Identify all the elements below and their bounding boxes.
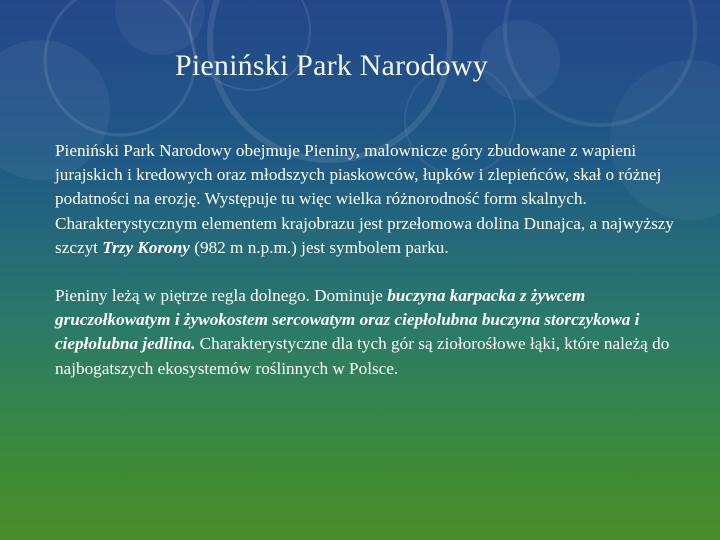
paragraph-1 [55,139,681,260]
paragraph-2-text: Pieniny leżą w piętrze regla dolnego. Dominuje [55,286,388,306]
paragraph-1-emphasis: Trzy Korony [102,237,190,257]
paragraph-2-emphasis: buczyna karpacka z żywcem gruczołkowatym i żywokostem sercowatym oraz ciepłolubna buczyna storczykowa i ciepłolubna jedlina. [55,286,640,354]
paragraph-2 [55,284,681,381]
paragraph-1-text: Pieniński Park Narodowy obejmuje Pieniny, malownicze góry zbudowane z wapieni jurajskich i kredowych oraz młodszych piaskowców, łupków i zlepieńców, skał o różnej podatności na erozję. Występuje tu więc wielka różnorodność form skalnych. Charakterystycznym elementem krajobrazu jest przełomowa dolina Dunajca, a najwyższy szczyt [55,141,674,257]
paragraph-2-text-end: Charakterystyczne dla tych gór są ziołorośłowe łąki, które należą do najbogatszych ekosystemów roślinnych w Polsce. [55,334,670,378]
slide-body [55,139,681,381]
paragraph-1-text-end: (982 m n.p.m.) jest symbolem parku. [189,237,449,257]
slide-title: Pieniński Park Narodowy [175,49,488,82]
